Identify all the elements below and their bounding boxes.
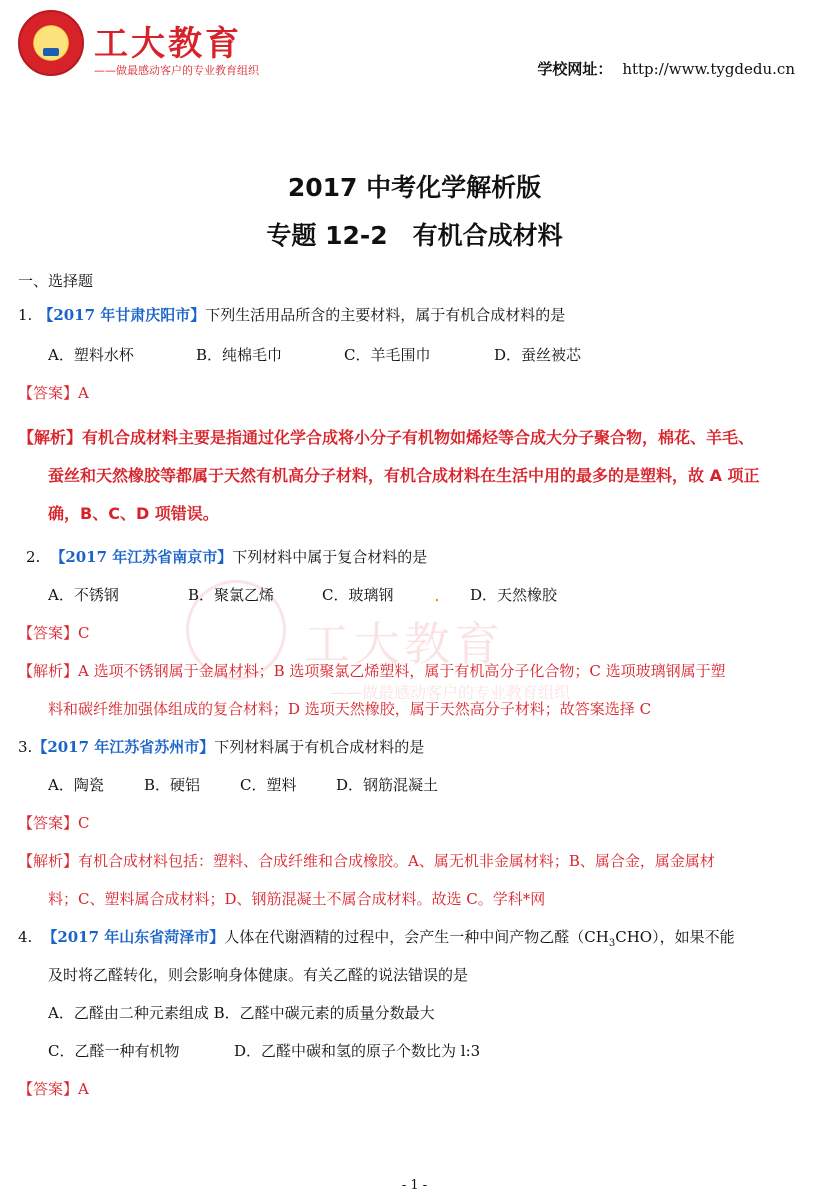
option-a: A．陶瓷 <box>48 776 104 794</box>
option-a: A．不锈钢 <box>48 586 119 604</box>
explanation-line: 【解析】A 选项不锈钢属于金属材料；B 选项聚氯乙烯塑料，属于有机高分子化合物；C 选项玻璃钢属于塑 <box>18 662 726 680</box>
question-stem: 下列生活用品所含的主要材料，属于有机合成材料的是 <box>205 306 566 324</box>
question-stem: 人体在代谢酒精的过程中，会产生一种中间产物乙醛（CH <box>224 928 609 946</box>
question-number: 2. <box>26 548 41 566</box>
explanation-line: 【解析】有机合成材料包括：塑料、合成纤维和合成橡胶。A、属无机非金属材料；B、属合金，属金属材 <box>18 852 715 870</box>
explanation-line: 蚕丝和天然橡胶等都属于天然有机高分子材料，有机合成材料在生活中用的最多的是塑料，故 A 项正 <box>48 466 760 485</box>
site-address <box>537 58 795 79</box>
answer: 【答案】A <box>18 1080 89 1098</box>
question-source: 【2017 年江苏省苏州市】 <box>32 738 215 756</box>
options-row <box>48 344 581 366</box>
question-2 <box>26 546 427 568</box>
logo-icon <box>18 10 84 76</box>
question-stem-cont: CHO），如果不能 <box>615 928 735 946</box>
question-stem: 下列材料属于有机合成材料的是 <box>214 738 425 756</box>
option-d: D．蚕丝被芯 <box>494 346 582 364</box>
option-d: D．乙醛中碳和氢的原子个数比为 l:3 <box>234 1042 481 1060</box>
page-title: 2017 中考化学解析版 <box>287 173 542 202</box>
page-number: - 1 - <box>401 1178 428 1193</box>
answer: 【答案】C <box>18 814 90 832</box>
brand-name: 工大教育 <box>94 24 242 64</box>
option-a-b: A．乙醛由二种元素组成 B．乙醛中碳元素的质量分数最大 <box>48 1004 435 1022</box>
watermark-text: 工大教育 <box>304 617 504 671</box>
option-b: B．聚氯乙烯 <box>188 586 275 604</box>
option-b: B．硬铝 <box>144 776 201 794</box>
options-row <box>48 584 557 606</box>
question-4 <box>18 926 735 955</box>
option-c: C．塑料 <box>240 776 297 794</box>
question-source: 【2017 年山东省菏泽市】 <box>42 928 225 946</box>
section-heading: 一、选择题 <box>18 272 94 290</box>
explanation-line: 料；C、塑料属合成材料；D、钢筋混凝土不属合成材料。故选 C。学科*网 <box>48 890 546 908</box>
option-c: C．乙醛一种有机物 <box>48 1042 180 1060</box>
option-c: C．羊毛围巾 <box>344 346 431 364</box>
question-3 <box>18 736 424 758</box>
brand-slogan: ——做最感动客户的专业教育组织 <box>94 64 259 77</box>
site-url[interactable]: http://www.tygdedu.cn <box>622 60 795 78</box>
answer: 【答案】A <box>18 384 89 402</box>
question-number: 3. <box>18 738 33 756</box>
site-label: 学校网址： <box>537 60 613 78</box>
question-source: 【2017 年甘肃庆阳市】 <box>38 306 206 324</box>
stray-dot: . <box>434 585 440 606</box>
option-d: D．钢筋混凝土 <box>336 776 439 794</box>
page-subtitle: 专题 12-2 有机合成材料 <box>266 221 563 250</box>
option-b: B．纯棉毛巾 <box>196 346 283 364</box>
question-source: 【2017 年江苏省南京市】 <box>50 548 233 566</box>
options-row <box>48 774 438 796</box>
subscript: 3 <box>608 938 616 949</box>
option-d: D．天然橡胶 <box>470 586 558 604</box>
question-stem: 下列材料中属于复合材料的是 <box>232 548 428 566</box>
explanation-line: 料和碳纤维加强体组成的复合材料；D 选项天然橡胶，属于天然高分子材料；故答案选择 C <box>48 700 652 718</box>
question-stem-line2: 及时将乙醛转化，则会影响身体健康。有关乙醛的说法错误的是 <box>48 966 469 984</box>
question-number: 4. <box>18 928 33 946</box>
answer: 【答案】C <box>18 624 90 642</box>
explanation-line: 确，B、C、D 项错误。 <box>48 504 219 523</box>
explanation-line: 【解析】有机合成材料主要是指通过化学合成将小分子有机物如烯烃等合成大分子聚合物，棉花、羊毛、 <box>18 428 755 447</box>
option-a: A．塑料水杯 <box>48 346 134 364</box>
question-1 <box>18 304 565 326</box>
watermark-slogan: ——做最感动客户的专业教育组织 <box>330 683 571 702</box>
question-number: 1. <box>18 306 33 324</box>
options-row <box>48 1040 480 1062</box>
option-c: C．玻璃钢 <box>322 586 394 604</box>
